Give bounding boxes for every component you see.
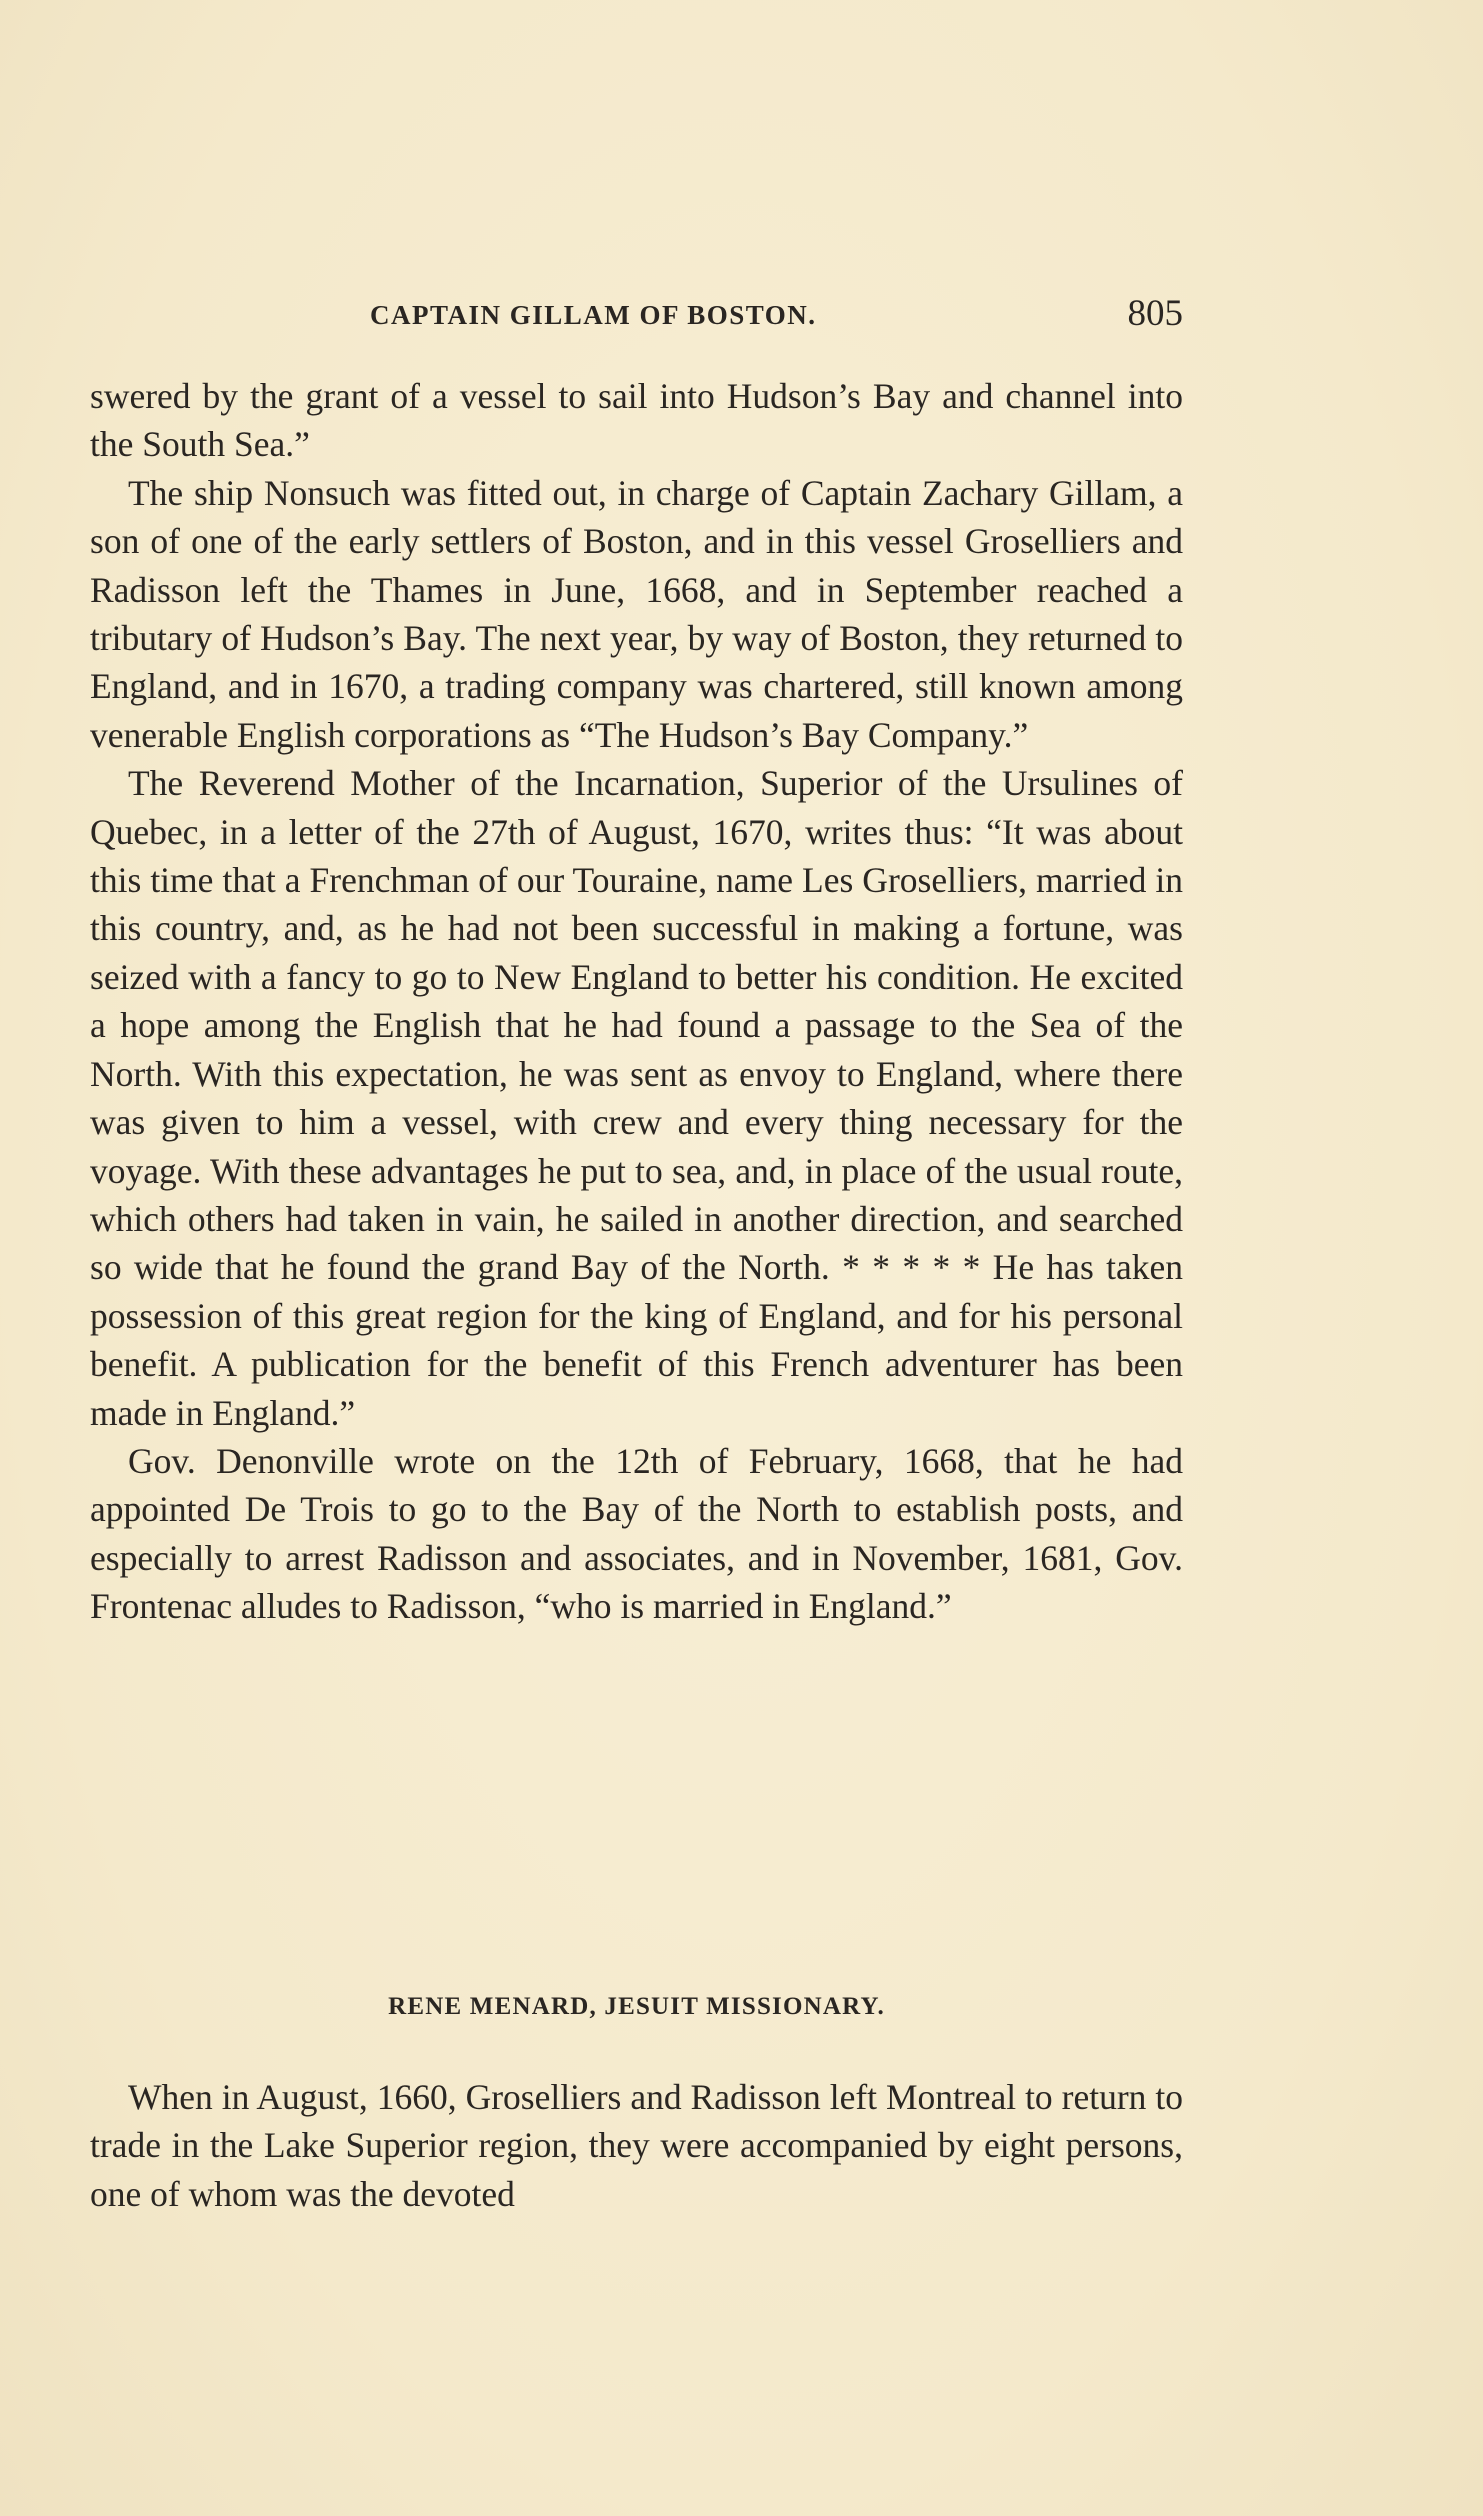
section-heading: RENE MENARD, JESUIT MISSIONARY. xyxy=(388,1993,885,2020)
body-text xyxy=(90,372,1183,1631)
paragraph-continuation: swered by the grant of a vessel to sail into Hudson’s Bay and channel into the South Sea.” xyxy=(90,376,1183,465)
section-text xyxy=(90,2073,1183,2218)
page-number: 805 xyxy=(1127,293,1183,334)
page-header xyxy=(90,292,1183,342)
paragraph-reverend-mother: The Reverend Mother of the Incarnation, Superior of the Ursulines of Quebec, in a letter of the 27th of August, 1670, writes thus: “It was about this time that a Frenchman of our Touraine, name Les Groselliers, married in this country, and, as he had not been successful in making a fortune, was seized with a fancy to go to New England to better his condition. He excited a hope among the English that he had found a passage to the Sea of the North. With this expectation, he was sent as envoy to England, where there was given to him a vessel, with crew and every thing necessary for the voyage. With these advantages he put to sea, and, in place of the usual route, which others had taken in vain, he sailed in another direction, and searched so wide that he found the grand Bay of the North. * * * * * He has taken possession of this great region for the king of England, and for his personal benefit. A publication for the benefit of this French adventurer has been made in England.” xyxy=(90,763,1183,1433)
paragraph-nonsuch: The ship Nonsuch was fitted out, in charge of Captain Zachary Gillam, a son of one of the early settlers of Boston, and in this vessel Groselliers and Radisson left the Thames in June, 1668, and in September reached a tributary of Hudson’s Bay. The next year, by way of Boston, they returned to England, and in 1670, a trading company was chartered, still known among venerable English corporations as “The Hudson’s Bay Company.” xyxy=(90,472,1183,755)
running-head: CAPTAIN GILLAM OF BOSTON. xyxy=(370,300,817,330)
paragraph-denonville: Gov. Denonville wrote on the 12th of February, 1668, that he had appointed De Trois to go to the Bay of the North to establish posts, and especially to arrest Radisson and associates, and in November, 1681, Gov. Frontenac alludes to Radisson, “who is married in England.” xyxy=(90,1440,1183,1627)
paragraph-menard: When in August, 1660, Groselliers and Radisson left Montreal to return to trade in the Lake Superior region, they were accompanied by eight persons, one of whom was the devoted xyxy=(90,2077,1183,2214)
